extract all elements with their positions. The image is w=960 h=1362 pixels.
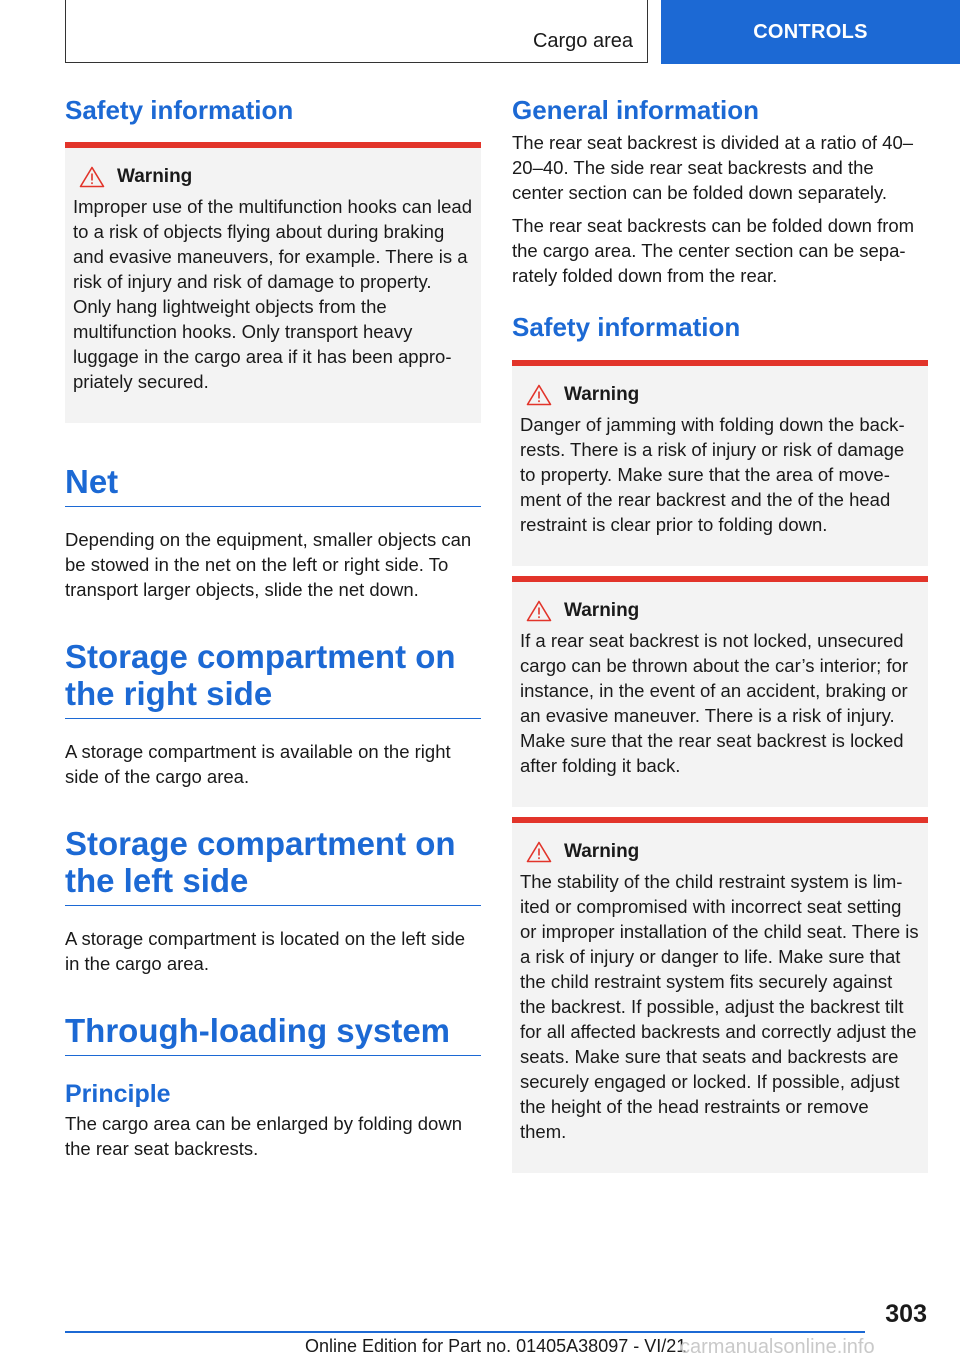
- principle-text: The cargo area can be enlarged by folding down the rear seat backrests.: [65, 1113, 462, 1159]
- warning-triangle-icon: [79, 166, 105, 188]
- warning-header: [520, 600, 920, 622]
- warning-triangle-icon: [526, 841, 552, 863]
- safety-information-heading: Safety information: [65, 95, 294, 125]
- page-number: 303: [885, 1300, 927, 1328]
- warning-triangle-icon: [526, 600, 552, 622]
- safety-information-heading-right: Safety information: [512, 312, 741, 342]
- storage-right-heading: Storage compartment on the right side: [65, 638, 481, 719]
- warning-text: Danger of jamming with folding down the backrests. There is a risk of injury or risk of damage to property. Make sure that the area of movement of the rear backrest and the of the head restraint is clear prior to folding down.: [520, 414, 905, 535]
- warning-header: [520, 384, 920, 406]
- warning-header: [73, 166, 473, 188]
- warning-text: If a rear seat backrest is not locked, unsecured cargo can be thrown about the car’s interior; for instance, in the event of an accident, braking or an evasive maneuver. There is a risk of injury. Make sure that the rear seat backrest is locked after folding it back.: [520, 630, 909, 776]
- storage-left-heading: Storage compartment on the left side: [65, 825, 481, 906]
- warning-header: [520, 841, 920, 863]
- warning-title: Warning: [564, 384, 640, 405]
- general-paragraph-2: The rear seat backrests can be folded down from the cargo area. The center section can be separately folded down from the rear.: [512, 215, 915, 286]
- warning-title: Warning: [564, 600, 640, 621]
- warning-text: Improper use of the multifunction hooks can lead to a risk of objects flying about during braking and evasive maneuvers, for example. There is a risk of injury and risk of damage to property. Only hang lightweight objects from the multifunction hooks. Only transport heavy luggage in the cargo area if it has been appropriately secured.: [73, 196, 473, 392]
- principle-heading: Principle: [65, 1080, 171, 1108]
- right-column: [512, 95, 928, 1173]
- left-column: [65, 95, 481, 1161]
- warning-box: [512, 360, 928, 566]
- header-chapter-label: CONTROLS: [753, 20, 868, 43]
- footer-edition: Online Edition for Part no. 01405A38097 - VI/21: [305, 1336, 687, 1356]
- warning-title: Warning: [564, 841, 640, 862]
- footer-divider: [65, 1331, 865, 1333]
- storage-right-text: A storage compartment is available on the right side of the cargo area.: [65, 741, 451, 787]
- storage-left-text: A storage compartment is located on the left side in the cargo area.: [65, 928, 466, 974]
- warning-box: [65, 142, 481, 423]
- general-information-heading: General information: [512, 95, 760, 125]
- warning-title: Warning: [117, 166, 193, 187]
- warning-box: [512, 576, 928, 807]
- header-section-title: Cargo area: [532, 30, 633, 52]
- net-text: Depending on the equipment, smaller objects can be stowed in the net on the left or right side. To transport larger objects, slide the net down.: [65, 529, 472, 600]
- warning-triangle-icon: [526, 384, 552, 406]
- through-loading-heading: Through-loading system: [65, 1012, 481, 1056]
- watermark-text: carmanualsonline.info: [680, 1336, 875, 1358]
- general-paragraph-1: The rear seat backrest is divided at a ratio of 40–20–40. The side rear seat backrests and the center section can be folded down separately.: [512, 132, 914, 203]
- warning-text: The stability of the child restraint system is limited or compromised with incorrect seat setting or improper installation of the child seat. There is a risk of injury or danger to life. Make sure that the child restraint system fits securely against the backrest. If possible, adjust the backrest tilt for all affected backrests and correctly adjust the seats. Make sure that seats and backrests are securely engaged or locked. If possible, adjust the height of the head restraints or remove them.: [520, 871, 919, 1142]
- header-box: [65, 0, 648, 63]
- net-heading: Net: [65, 463, 481, 507]
- warning-box: [512, 817, 928, 1173]
- header-chapter-tab[interactable]: [661, 0, 960, 64]
